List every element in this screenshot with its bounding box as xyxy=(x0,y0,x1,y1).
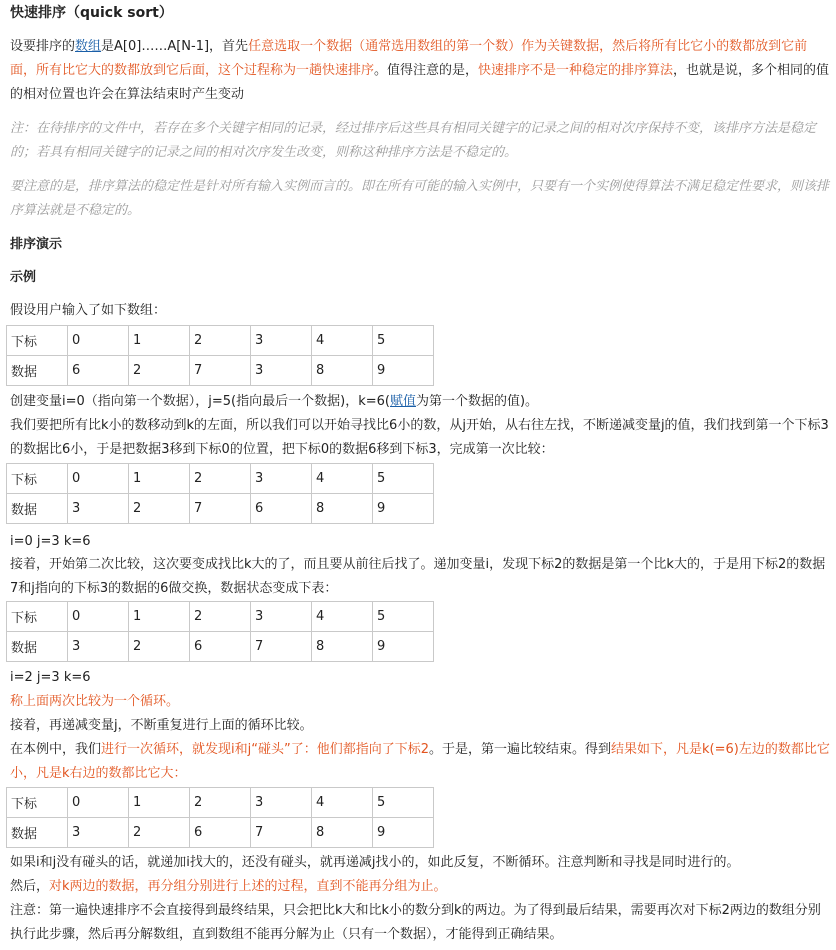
highlight-text: 对k两边的数据，再分组分别进行上述的过程，直到不能再分组为止。 xyxy=(49,879,447,894)
table-cell: 2 xyxy=(190,464,251,494)
table-cell: 5 xyxy=(373,602,434,632)
data-row xyxy=(7,494,434,524)
highlight-text: 任意选取一个数据（通常选用数组的第一个数）作为关键数据，然后将所有比它小的数都放到它前面，所有比它大的数都放到它后面，这个过程称为一趟快速排序 xyxy=(10,39,808,78)
stability-note: 注：在待排序的文件中，若存在多个关键字相同的记录，经过排序后这些具有相同关键字的记录之间的相对次序保持不变，该排序方法是稳定的；若具有相同关键字的记录之间的相对次序发生改变，则称这种排序方法是不稳定的。 xyxy=(10,121,817,160)
data-row xyxy=(7,818,434,848)
table-cell: 4 xyxy=(312,788,373,818)
step6-paragraph xyxy=(10,875,830,899)
table-cell: 4 xyxy=(312,326,373,356)
highlight-text: 快速排序不是一种稳定的排序算法 xyxy=(478,63,674,78)
index-row xyxy=(7,602,434,632)
table-cell: 3 xyxy=(251,788,312,818)
demo-heading: 排序演示 xyxy=(10,237,63,252)
index-row xyxy=(7,326,434,356)
step3-paragraph: 接着，再递减变量j，不断重复进行上面的循环比较。 xyxy=(10,718,313,733)
table-cell: 2 xyxy=(129,494,190,524)
row-label: 下标 xyxy=(7,788,68,818)
data-row xyxy=(7,356,434,386)
intro-text: 是A[0]……A[N-1]，首先 xyxy=(101,39,249,54)
step4-paragraph xyxy=(10,738,830,786)
intro-paragraph xyxy=(10,35,830,107)
index-row xyxy=(7,788,434,818)
intro-text: 。值得注意的是， xyxy=(374,63,479,78)
array-table-2 xyxy=(6,463,434,524)
array-table-4 xyxy=(6,787,434,848)
table-cell: 5 xyxy=(373,464,434,494)
index-row xyxy=(7,464,434,494)
table-cell: 3 xyxy=(68,494,129,524)
row-label: 数据 xyxy=(7,356,68,386)
table-cell: 8 xyxy=(312,356,373,386)
highlight-text: 结果如下，凡是k(=6)左边的数都比它小，凡是k右边的数都比它大： xyxy=(10,742,830,781)
table-cell: 3 xyxy=(251,602,312,632)
table-cell: 0 xyxy=(68,326,129,356)
table-cell: 6 xyxy=(251,494,312,524)
assign-link[interactable]: 赋值 xyxy=(389,394,416,409)
array-table-3 xyxy=(6,601,434,662)
table-cell: 4 xyxy=(312,464,373,494)
table-cell: 8 xyxy=(312,494,373,524)
step5-paragraph: 如果i和j没有碰头的话，就递加i找大的，还没有碰头，就再递减j找小的，如此反复，不断循环。注意判断和寻找是同时进行的。 xyxy=(10,855,740,870)
table-cell: 5 xyxy=(373,326,434,356)
table-cell: 3 xyxy=(251,464,312,494)
table-cell: 2 xyxy=(190,602,251,632)
table-cell: 2 xyxy=(129,632,190,662)
vars-line-2: i=2 j=3 k=6 xyxy=(10,670,91,685)
table-cell: 0 xyxy=(68,602,129,632)
table-cell: 2 xyxy=(190,326,251,356)
table-cell: 5 xyxy=(373,788,434,818)
row-label: 下标 xyxy=(7,464,68,494)
array-link[interactable]: 数组 xyxy=(75,39,102,54)
stability-note-2: 要注意的是，排序算法的稳定性是针对所有输入实例而言的。即在所有可能的输入实例中，只要有一个实例使得算法不满足稳定性要求，则该排序算法就是不稳定的。 xyxy=(10,179,830,218)
table-cell: 2 xyxy=(129,818,190,848)
highlight-text: 进行一次循环，就发现i和j“碰头”了：他们都指向了下标2 xyxy=(101,742,429,757)
data-row xyxy=(7,632,434,662)
row-label: 下标 xyxy=(7,602,68,632)
vars-line-1: i=0 j=3 k=6 xyxy=(10,534,91,549)
step-text: 在本例中，我们 xyxy=(10,742,102,757)
table-cell: 7 xyxy=(251,632,312,662)
table-cell: 7 xyxy=(190,494,251,524)
table-cell: 8 xyxy=(312,818,373,848)
table-cell: 3 xyxy=(68,818,129,848)
step-text: 然后， xyxy=(10,879,50,894)
table-cell: 3 xyxy=(251,326,312,356)
table-cell: 6 xyxy=(190,818,251,848)
table-cell: 9 xyxy=(373,632,434,662)
table-cell: 6 xyxy=(68,356,129,386)
table-cell: 9 xyxy=(373,356,434,386)
loop-note: 称上面两次比较为一个循环。 xyxy=(10,694,180,709)
table-cell: 7 xyxy=(190,356,251,386)
step-text: 为第一个数据的值)。 xyxy=(415,394,539,409)
row-label: 数据 xyxy=(7,632,68,662)
table-cell: 6 xyxy=(190,632,251,662)
input-line: 假设用户输入了如下数组： xyxy=(10,303,167,318)
table-cell: 9 xyxy=(373,818,434,848)
table-cell: 3 xyxy=(68,632,129,662)
table-cell: 1 xyxy=(129,464,190,494)
table-cell: 1 xyxy=(129,602,190,632)
page-title: 快速排序（quick sort） xyxy=(10,5,173,21)
row-label: 数据 xyxy=(7,818,68,848)
step-text: 创建变量i=0（指向第一个数据），j=5(指向最后一个数据)，k=6( xyxy=(10,394,390,409)
table-cell: 2 xyxy=(190,788,251,818)
row-label: 下标 xyxy=(7,326,68,356)
table-cell: 8 xyxy=(312,632,373,662)
step-text: 我们要把所有比k小的数移动到k的左面，所以我们可以开始寻找比6小的数，从j开始，从右往左找，不断递减变量j的值，我们找到第一个下标3的数据比6小，于是把数据3移到下标0的位置，把下标0的数据6移到下标3，完成第一次比较： xyxy=(10,418,829,457)
table-cell: 7 xyxy=(251,818,312,848)
example-heading: 示例 xyxy=(10,270,37,285)
table-cell: 9 xyxy=(373,494,434,524)
intro-text: 设要排序的 xyxy=(10,39,76,54)
table-cell: 1 xyxy=(129,326,190,356)
table-cell: 4 xyxy=(312,602,373,632)
step2-paragraph: 接着，开始第二次比较，这次要变成找比k大的了，而且要从前往后找了。递加变量i，发现下标2的数据是第一个比k大的，于是用下标2的数据7和j指向的下标3的数据的6做交换，数据状态变成下表： xyxy=(10,557,826,596)
table-cell: 2 xyxy=(129,356,190,386)
table-cell: 1 xyxy=(129,788,190,818)
row-label: 数据 xyxy=(7,494,68,524)
table-cell: 0 xyxy=(68,788,129,818)
step7-paragraph: 注意：第一遍快速排序不会直接得到最终结果，只会把比k大和比k小的数分到k的两边。为了得到最后结果，需要再次对下标2两边的数组分别执行此步骤，然后再分解数组，直到数组不能再分解为止（只有一个数据），才能得到正确结果。 xyxy=(10,903,821,942)
intro-text: ，也就是说，多个相同的值的相对位置也许会在算法结束时产生变动 xyxy=(10,63,830,102)
step-text: 。于是，第一遍比较结束。得到 xyxy=(428,742,611,757)
table-cell: 3 xyxy=(251,356,312,386)
step1-paragraph xyxy=(10,390,830,462)
array-table-1 xyxy=(6,325,434,386)
table-cell: 0 xyxy=(68,464,129,494)
